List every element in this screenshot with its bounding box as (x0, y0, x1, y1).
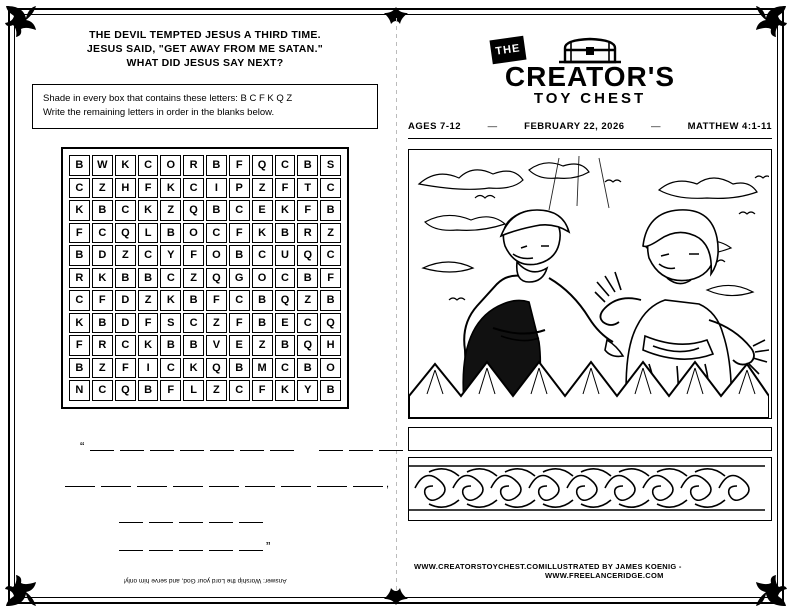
blank-group-5 (116, 542, 266, 554)
letter-cell[interactable]: B (138, 380, 159, 401)
letter-cell[interactable]: C (229, 200, 250, 221)
letter-grid-row (69, 245, 341, 266)
letter-cell[interactable]: Q (206, 358, 227, 379)
letter-cell[interactable]: Z (92, 178, 113, 199)
letter-cell[interactable]: C (160, 358, 181, 379)
letter-cell[interactable]: C (252, 245, 273, 266)
letter-cell[interactable]: B (320, 380, 341, 401)
letter-cell[interactable]: R (69, 268, 90, 289)
letter-cell[interactable]: Q (206, 268, 227, 289)
answer-blank[interactable] (137, 475, 167, 487)
answer-blank[interactable] (240, 439, 264, 451)
answer-key-upside-down: Answer: Worship the Lord your God, and serve him only! (123, 577, 287, 584)
letter-cell[interactable]: P (229, 178, 250, 199)
letter-cell[interactable]: C (275, 358, 296, 379)
website-link[interactable]: WWW.CREATORSTOYCHEST.COM (414, 562, 545, 571)
letter-grid-row (69, 380, 341, 401)
letter-cell[interactable]: C (92, 223, 113, 244)
letter-cell[interactable]: B (297, 155, 318, 176)
letter-cell[interactable]: C (183, 178, 204, 199)
page-fold-line (396, 18, 397, 594)
letter-cell[interactable]: C (69, 290, 90, 311)
verse-heading-line-3: WHAT DID JESUS SAY NEXT? (126, 57, 284, 69)
answer-comma: , (386, 478, 390, 490)
letter-cell[interactable]: B (206, 200, 227, 221)
letter-cell[interactable]: B (275, 335, 296, 356)
scrollwork-pattern (409, 458, 765, 518)
meta-separator-2: — (651, 121, 662, 132)
letter-cell[interactable]: F (115, 358, 136, 379)
letter-cell[interactable]: B (69, 245, 90, 266)
letter-cell[interactable]: R (297, 223, 318, 244)
answer-blank[interactable] (179, 511, 203, 523)
letter-cell[interactable]: K (183, 358, 204, 379)
answer-blank[interactable] (281, 475, 311, 487)
letter-cell[interactable]: B (229, 358, 250, 379)
letter-cell[interactable]: B (252, 290, 273, 311)
letter-cell[interactable]: T (297, 178, 318, 199)
letter-cell[interactable]: C (92, 380, 113, 401)
letter-cell[interactable]: Q (275, 290, 296, 311)
letter-cell[interactable]: C (229, 380, 250, 401)
letter-cell[interactable]: K (138, 335, 159, 356)
letter-cell[interactable]: O (206, 245, 227, 266)
blank-group-4 (116, 514, 266, 526)
letter-cell[interactable]: Z (138, 290, 159, 311)
letter-cell[interactable]: D (92, 245, 113, 266)
instructions-line-2: Write the remaining letters in order in the blanks below. (43, 107, 275, 118)
letter-cell[interactable]: B (92, 200, 113, 221)
logo-creators-text: CREATOR'S (504, 61, 676, 92)
answer-line-4[interactable] (116, 539, 270, 554)
letter-cell[interactable]: B (206, 155, 227, 176)
letter-cell[interactable]: C (183, 313, 204, 334)
letter-cell[interactable]: L (183, 380, 204, 401)
letter-cell[interactable]: F (320, 268, 341, 289)
answer-blank[interactable] (270, 439, 294, 451)
right-page (404, 20, 776, 592)
letter-cell[interactable]: B (297, 358, 318, 379)
logo-toychest-text: TOY CHEST (533, 90, 647, 107)
letter-cell[interactable]: Q (320, 313, 341, 334)
answer-blank[interactable] (119, 539, 143, 551)
date-label: FEBRUARY 22, 2026 (524, 121, 625, 132)
letter-grid-row (69, 335, 341, 356)
letter-cell[interactable]: K (115, 155, 136, 176)
letter-cell[interactable]: Z (206, 313, 227, 334)
letter-cell[interactable]: V (206, 335, 227, 356)
decorative-band-thin (408, 427, 772, 451)
illustrator-credit[interactable]: ILLUSTRATED BY JAMES KOENIG - WWW.FREELANCERIDGE.COM (544, 562, 682, 580)
letter-cell[interactable]: C (297, 313, 318, 334)
answer-line-2[interactable] (62, 475, 389, 490)
letter-cell[interactable]: E (229, 335, 250, 356)
scripture-reference: MATTHEW 4:1-11 (687, 121, 772, 132)
letter-cell[interactable]: C (320, 178, 341, 199)
letter-cell[interactable]: B (160, 223, 181, 244)
letter-cell[interactable]: F (229, 155, 250, 176)
open-quote: “ (80, 439, 85, 454)
letter-cell[interactable]: B (115, 268, 136, 289)
letter-cell[interactable]: B (229, 245, 250, 266)
letter-cell[interactable]: Z (252, 335, 273, 356)
letter-cell[interactable]: R (183, 155, 204, 176)
letter-cell[interactable]: D (115, 290, 136, 311)
answer-blank[interactable] (90, 439, 114, 451)
letter-cell[interactable]: O (320, 358, 341, 379)
letter-cell[interactable]: B (160, 335, 181, 356)
letter-cell[interactable]: F (252, 380, 273, 401)
letter-cell[interactable]: B (275, 223, 296, 244)
meta-separator-1: — (487, 121, 498, 132)
letter-cell[interactable]: K (92, 268, 113, 289)
answer-line-3[interactable] (116, 511, 266, 526)
letter-cell[interactable]: Q (115, 380, 136, 401)
letter-cell[interactable]: K (69, 200, 90, 221)
answer-blank[interactable] (150, 439, 174, 451)
verse-heading (20, 28, 390, 70)
letter-cell[interactable]: Z (206, 380, 227, 401)
decorative-band-scroll (408, 457, 772, 521)
letter-cell[interactable]: Z (160, 200, 181, 221)
letter-cell[interactable]: F (275, 178, 296, 199)
left-page (20, 20, 390, 592)
letter-cell[interactable]: B (320, 200, 341, 221)
letter-cell[interactable]: B (252, 313, 273, 334)
letter-cell[interactable]: C (115, 200, 136, 221)
letter-grid-row (69, 200, 341, 221)
letter-cell[interactable]: Z (320, 223, 341, 244)
letter-cell[interactable]: Z (183, 268, 204, 289)
letter-cell[interactable]: S (320, 155, 341, 176)
letter-cell[interactable]: Z (115, 245, 136, 266)
answer-blank[interactable] (317, 475, 347, 487)
close-quote: ” (266, 539, 271, 554)
letter-cell[interactable]: N (69, 380, 90, 401)
answer-blank[interactable] (101, 475, 131, 487)
letter-cell[interactable]: C (275, 268, 296, 289)
letter-cell[interactable]: O (252, 268, 273, 289)
issue-meta (408, 121, 772, 139)
answer-blank[interactable] (179, 539, 203, 551)
letter-cell[interactable]: B (138, 268, 159, 289)
letter-cell[interactable]: Z (297, 290, 318, 311)
letter-cell[interactable]: O (183, 223, 204, 244)
letter-cell[interactable]: H (115, 178, 136, 199)
answer-blank[interactable] (149, 511, 173, 523)
answer-blank[interactable] (245, 475, 275, 487)
answer-blank[interactable] (65, 475, 95, 487)
letter-cell[interactable]: F (206, 290, 227, 311)
illustration-panel (408, 149, 772, 419)
letter-cell[interactable]: M (252, 358, 273, 379)
letter-cell[interactable]: D (115, 313, 136, 334)
letter-cell[interactable]: I (138, 358, 159, 379)
letter-cell[interactable]: F (297, 200, 318, 221)
letter-cell[interactable]: R (92, 335, 113, 356)
letter-cell[interactable]: G (229, 268, 250, 289)
letter-cell[interactable]: C (275, 155, 296, 176)
illustration-artwork (409, 150, 769, 418)
letter-cell[interactable]: K (138, 200, 159, 221)
letter-cell[interactable]: C (115, 335, 136, 356)
letter-grid-table (67, 153, 343, 403)
verse-heading-line-1: THE DEVIL TEMPTED JESUS A THIRD TIME. (89, 29, 321, 41)
letter-cell[interactable]: K (252, 223, 273, 244)
letter-cell[interactable]: C (69, 178, 90, 199)
answer-blank[interactable] (120, 439, 144, 451)
letter-grid (61, 147, 349, 409)
letter-cell[interactable]: K (275, 200, 296, 221)
letter-cell[interactable]: B (297, 268, 318, 289)
logo-the-badge: THE (489, 36, 526, 64)
instructions-box (32, 84, 378, 129)
answer-blank[interactable] (209, 539, 233, 551)
answer-blank[interactable] (119, 511, 143, 523)
letter-cell[interactable]: S (160, 313, 181, 334)
answer-blank[interactable] (173, 475, 203, 487)
letter-cell[interactable]: K (160, 178, 181, 199)
letter-cell[interactable]: Z (252, 178, 273, 199)
letter-cell[interactable]: F (229, 223, 250, 244)
letter-grid-row (69, 358, 341, 379)
letter-cell[interactable]: Q (297, 245, 318, 266)
ages-label: AGES 7-12 (408, 121, 462, 132)
letter-cell[interactable]: F (229, 313, 250, 334)
answer-blank[interactable] (349, 439, 373, 451)
answer-blank[interactable] (209, 511, 233, 523)
answer-blank[interactable] (239, 511, 263, 523)
letter-cell[interactable]: W (92, 155, 113, 176)
letter-cell[interactable]: K (275, 380, 296, 401)
letter-cell[interactable]: B (69, 155, 90, 176)
letter-cell[interactable]: C (138, 155, 159, 176)
letter-cell[interactable]: H (320, 335, 341, 356)
letter-cell[interactable]: F (69, 335, 90, 356)
answer-blank[interactable] (210, 439, 234, 451)
letter-cell[interactable]: L (138, 223, 159, 244)
letter-grid-row (69, 155, 341, 176)
answer-blank[interactable] (379, 439, 403, 451)
letter-grid-row (69, 313, 341, 334)
letter-cell[interactable]: B (92, 313, 113, 334)
letter-cell[interactable]: U (275, 245, 296, 266)
letter-cell[interactable]: Y (160, 245, 181, 266)
letter-cell[interactable]: F (138, 313, 159, 334)
letter-cell[interactable]: E (252, 200, 273, 221)
right-page-footer (404, 562, 776, 580)
letter-cell[interactable]: O (160, 155, 181, 176)
letter-cell[interactable]: K (160, 290, 181, 311)
letter-cell[interactable]: F (160, 380, 181, 401)
blank-group-3 (62, 478, 386, 490)
letter-cell[interactable]: Q (115, 223, 136, 244)
answer-blank[interactable] (239, 539, 263, 551)
letter-cell[interactable]: C (160, 268, 181, 289)
letter-cell[interactable]: F (69, 223, 90, 244)
letter-cell[interactable]: B (183, 335, 204, 356)
letter-cell[interactable]: F (183, 245, 204, 266)
answer-blank[interactable] (180, 439, 204, 451)
letter-grid-row (69, 178, 341, 199)
letter-cell[interactable]: K (69, 313, 90, 334)
letter-cell[interactable]: Y (297, 380, 318, 401)
verse-heading-line-2: JESUS SAID, "GET AWAY FROM ME SATAN." (86, 43, 324, 55)
letter-cell[interactable]: E (275, 313, 296, 334)
letter-cell[interactable]: C (320, 245, 341, 266)
answer-blank[interactable] (149, 539, 173, 551)
letter-grid-row (69, 223, 341, 244)
letter-cell[interactable]: Z (92, 358, 113, 379)
letter-cell[interactable]: Q (183, 200, 204, 221)
instructions-line-1: Shade in every box that contains these letters: B C F K Q Z (43, 93, 293, 104)
letter-cell[interactable]: C (206, 223, 227, 244)
answer-blank[interactable] (319, 439, 343, 451)
letter-cell[interactable]: I (206, 178, 227, 199)
blank-group-1 (87, 442, 297, 454)
letter-cell[interactable]: Q (252, 155, 273, 176)
letter-grid-row (69, 290, 341, 311)
letter-cell[interactable]: B (183, 290, 204, 311)
treasure-chest-icon (557, 34, 623, 64)
letter-cell[interactable]: F (92, 290, 113, 311)
letter-cell[interactable]: C (229, 290, 250, 311)
letter-cell[interactable]: Q (297, 335, 318, 356)
answer-blanks (20, 425, 390, 565)
letter-cell[interactable]: C (138, 245, 159, 266)
letter-cell[interactable]: B (69, 358, 90, 379)
letter-cell[interactable]: B (320, 290, 341, 311)
answer-blank[interactable] (353, 475, 383, 487)
letter-cell[interactable]: F (138, 178, 159, 199)
letter-grid-row (69, 268, 341, 289)
answer-blank[interactable] (209, 475, 239, 487)
brand-logo (475, 34, 705, 107)
